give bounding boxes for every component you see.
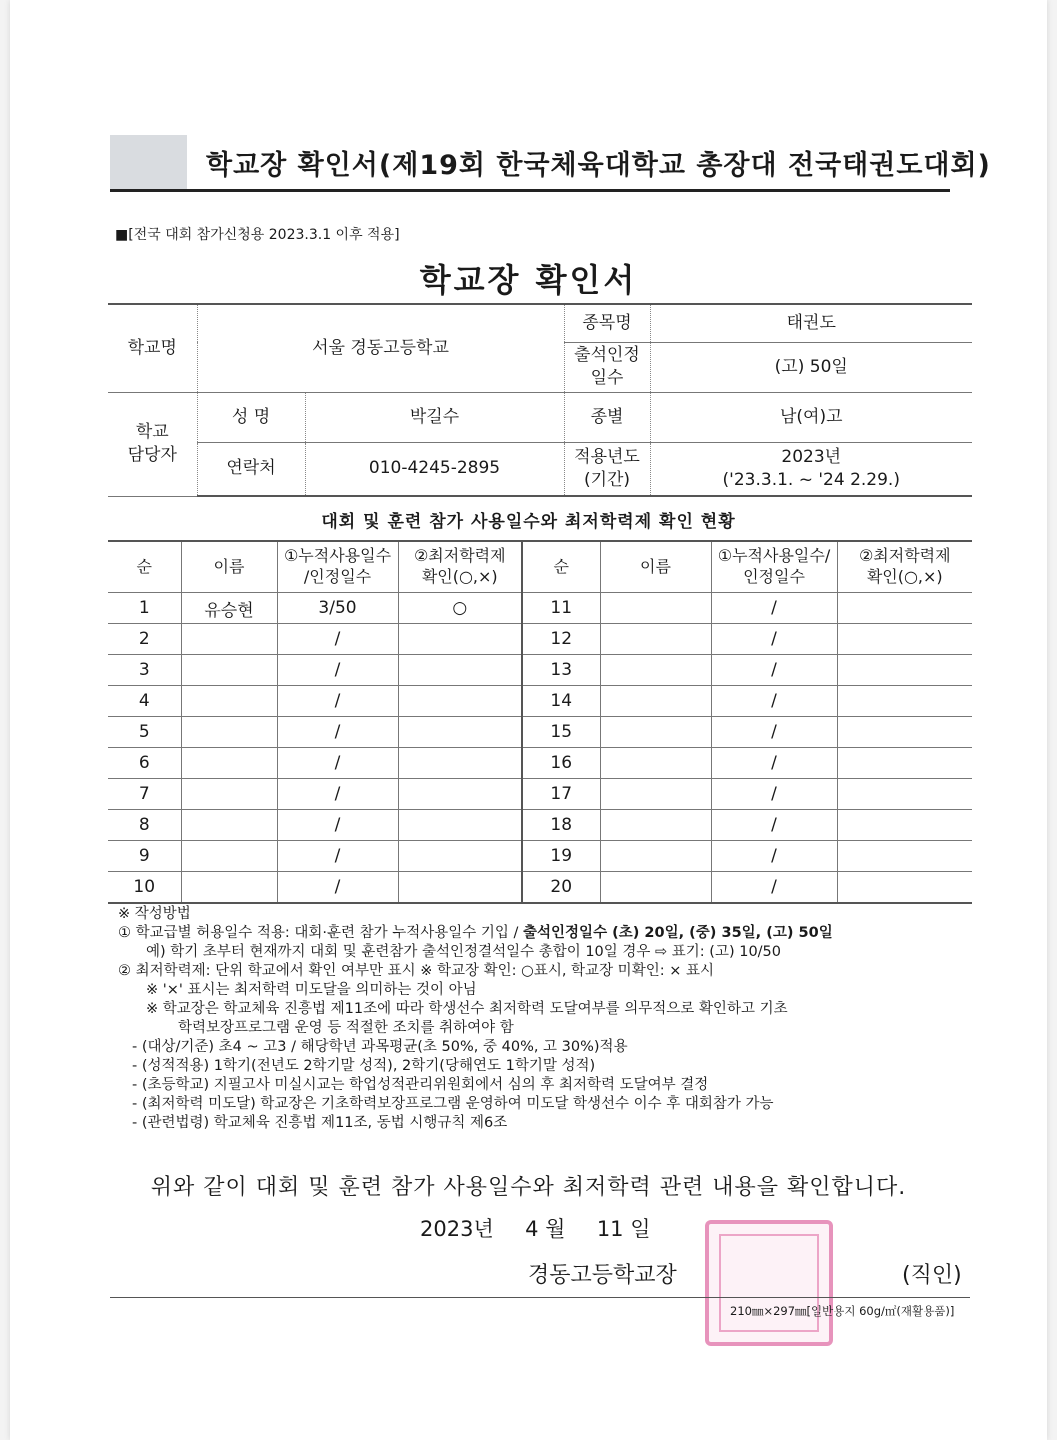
row-name-right bbox=[600, 624, 711, 655]
row-no-right: 15 bbox=[522, 717, 600, 748]
row-check-left bbox=[398, 779, 522, 810]
header-check-right: ②최저학력제 확인(○,×) bbox=[837, 541, 972, 593]
row-no-right: 14 bbox=[522, 686, 600, 717]
attendance-label: 출석인정 일수 bbox=[564, 342, 650, 392]
row-days-left: / bbox=[277, 872, 398, 904]
info-table bbox=[108, 303, 972, 497]
row-check-left bbox=[398, 655, 522, 686]
seal-label: (직인) bbox=[902, 1263, 962, 1288]
period-value: ('23.3.1. ~ '24 2.29.) bbox=[722, 469, 900, 490]
official-seal-stamp bbox=[705, 1220, 833, 1346]
row-no-left: 5 bbox=[108, 717, 181, 748]
usage-note: ■[전국 대회 참가신청용 2023.3.1 이후 적용] bbox=[115, 227, 400, 243]
table-row bbox=[108, 841, 972, 872]
row-no-left: 6 bbox=[108, 748, 181, 779]
row-no-right: 12 bbox=[522, 624, 600, 655]
row-check-left: ○ bbox=[398, 593, 522, 624]
header-name-right: 이름 bbox=[600, 541, 711, 593]
row-days-right: / bbox=[711, 624, 837, 655]
row-name-left bbox=[181, 841, 277, 872]
header-gray-block bbox=[110, 135, 187, 190]
header-no-left: 순 bbox=[108, 541, 181, 593]
header-name-left: 이름 bbox=[181, 541, 277, 593]
instruction-4: ※ 학교장은 학교체육 진흥법 제11조에 따라 학생선수 최저학력 도달여부를 의무적으로 확인하고 기초 bbox=[146, 1001, 788, 1017]
year-cell bbox=[650, 442, 972, 496]
instructions bbox=[118, 905, 998, 1133]
row-days-right: / bbox=[711, 655, 837, 686]
row-days-left: / bbox=[277, 841, 398, 872]
row-check-right bbox=[837, 655, 972, 686]
table-row bbox=[108, 655, 972, 686]
row-days-left: / bbox=[277, 686, 398, 717]
table-row bbox=[108, 686, 972, 717]
detail-3: - (초등학교) 지필고사 미실시교는 학업성적관리위원회에서 심의 후 최저학력 도달여부 결정 bbox=[132, 1077, 709, 1093]
detail-1: - (대상/기준) 초4 ~ 고3 / 해당학년 과목평균(초 50%, 중 40%, 고 30%)적용 bbox=[132, 1039, 628, 1055]
event-label: 종목명 bbox=[564, 304, 650, 342]
row-no-left: 2 bbox=[108, 624, 181, 655]
paper-spec: 210㎜×297㎜[일반용지 60g/㎡(재활용품)] bbox=[730, 1304, 955, 1318]
row-check-right bbox=[837, 841, 972, 872]
row-check-left bbox=[398, 841, 522, 872]
category-value: 남(여)고 bbox=[650, 392, 972, 442]
principal-title: 경동고등학교장 bbox=[528, 1263, 677, 1288]
row-days-left: / bbox=[277, 655, 398, 686]
row-days-left: / bbox=[277, 748, 398, 779]
row-check-right bbox=[837, 717, 972, 748]
table-row bbox=[108, 593, 972, 624]
instruction-1-example: 예) 학기 초부터 현재까지 대회 및 훈련참가 출석인정결석일수 총합이 10일 경우 ⇨ 표기: (고) 10/50 bbox=[146, 944, 782, 960]
row-no-left: 3 bbox=[108, 655, 181, 686]
row-name-left: 유승현 bbox=[181, 593, 277, 624]
row-days-left: / bbox=[277, 717, 398, 748]
row-days-right: / bbox=[711, 593, 837, 624]
footer-rule bbox=[110, 1297, 970, 1298]
row-check-right bbox=[837, 624, 972, 655]
row-name-right bbox=[600, 841, 711, 872]
row-no-right: 19 bbox=[522, 841, 600, 872]
manager-name-value: 박길수 bbox=[305, 392, 564, 442]
table-row bbox=[108, 810, 972, 841]
row-check-left bbox=[398, 872, 522, 904]
school-name-value: 서울 경동고등학교 bbox=[197, 304, 564, 392]
document-title: 학교장 확인서 bbox=[419, 261, 638, 299]
date-day: 11 일 bbox=[596, 1217, 651, 1241]
row-no-left: 4 bbox=[108, 686, 181, 717]
instruction-1 bbox=[118, 924, 998, 943]
detail-5: - (관련법령) 학교체육 진흥법 제11조, 동법 시행규칙 제6조 bbox=[132, 1115, 508, 1131]
row-no-right: 13 bbox=[522, 655, 600, 686]
row-days-right: / bbox=[711, 686, 837, 717]
row-name-left bbox=[181, 717, 277, 748]
attendance-value: (고) 50일 bbox=[650, 342, 972, 392]
row-check-left bbox=[398, 810, 522, 841]
row-days-left: / bbox=[277, 624, 398, 655]
table-row bbox=[108, 779, 972, 810]
row-no-left: 9 bbox=[108, 841, 181, 872]
section-caption: 대회 및 훈련 참가 사용일수와 최저학력제 확인 현황 bbox=[321, 512, 736, 532]
row-name-right bbox=[600, 872, 711, 904]
row-days-left: / bbox=[277, 810, 398, 841]
row-no-right: 11 bbox=[522, 593, 600, 624]
document-page bbox=[10, 0, 1047, 1440]
contact-label: 연락처 bbox=[197, 442, 305, 496]
row-check-right bbox=[837, 593, 972, 624]
instruction-3: ※ '×' 표시는 최저학력 미도달을 의미하는 것이 아님 bbox=[146, 982, 477, 998]
row-no-left: 10 bbox=[108, 872, 181, 904]
row-check-left bbox=[398, 686, 522, 717]
detail-2: - (성적적용) 1학기(전년도 2학기말 성적), 2학기(당해연도 1학기말 성적) bbox=[132, 1058, 596, 1074]
date-month: 4 월 bbox=[525, 1217, 566, 1241]
instruction-1-bold: 출석인정일수 (초) 20일, (중) 35일, (고) 50일 bbox=[523, 925, 833, 941]
row-no-left: 7 bbox=[108, 779, 181, 810]
row-days-right: / bbox=[711, 748, 837, 779]
row-check-right bbox=[837, 686, 972, 717]
row-days-left: 3/50 bbox=[277, 593, 398, 624]
table-row bbox=[108, 872, 972, 904]
issue-date bbox=[420, 1213, 651, 1243]
row-name-left bbox=[181, 779, 277, 810]
detail-4: - (최저학력 미도달) 학교장은 기초학력보장프로그램 운영하여 미도달 학생선수 이수 후 대회참가 가능 bbox=[132, 1096, 774, 1112]
row-no-left: 1 bbox=[108, 593, 181, 624]
instruction-4-cont: 학력보장프로그램 운영 등 적절한 조치를 취하여야 함 bbox=[178, 1020, 514, 1036]
row-check-left bbox=[398, 717, 522, 748]
row-check-left bbox=[398, 624, 522, 655]
year-label: 적용년도 (기간) bbox=[564, 442, 650, 496]
banner-title: 학교장 확인서(제19회 한국체육대학교 총장대 전국태권도대회) bbox=[206, 150, 991, 181]
year-value: 2023년 bbox=[781, 446, 842, 467]
manager-label: 학교 담당자 bbox=[108, 392, 197, 496]
table-row bbox=[108, 624, 972, 655]
header-days-left: ①누적사용일수 /인정일수 bbox=[277, 541, 398, 593]
row-name-left bbox=[181, 624, 277, 655]
header-days-right: ①누적사용일수/ 인정일수 bbox=[711, 541, 837, 593]
row-no-right: 20 bbox=[522, 872, 600, 904]
manager-name-label: 성 명 bbox=[197, 392, 305, 442]
row-name-right bbox=[600, 655, 711, 686]
row-days-right: / bbox=[711, 717, 837, 748]
row-no-right: 18 bbox=[522, 810, 600, 841]
row-name-left bbox=[181, 748, 277, 779]
header-no-right: 순 bbox=[522, 541, 600, 593]
row-no-right: 16 bbox=[522, 748, 600, 779]
row-days-left: / bbox=[277, 779, 398, 810]
row-check-right bbox=[837, 810, 972, 841]
row-no-left: 8 bbox=[108, 810, 181, 841]
header-rule bbox=[110, 189, 950, 192]
row-name-left bbox=[181, 810, 277, 841]
row-name-left bbox=[181, 655, 277, 686]
row-name-left bbox=[181, 872, 277, 904]
confirmation-statement: 위와 같이 대회 및 훈련 참가 사용일수와 최저학력 관련 내용을 확인합니다. bbox=[150, 1175, 907, 1200]
category-label: 종별 bbox=[564, 392, 650, 442]
row-no-right: 17 bbox=[522, 779, 600, 810]
row-name-right bbox=[600, 748, 711, 779]
row-name-left bbox=[181, 686, 277, 717]
row-days-right: / bbox=[711, 872, 837, 904]
header-check-left: ②최저학력제 확인(○,×) bbox=[398, 541, 522, 593]
usage-table bbox=[108, 540, 972, 904]
row-check-right bbox=[837, 872, 972, 904]
row-name-right bbox=[600, 810, 711, 841]
contact-value: 010-4245-2895 bbox=[305, 442, 564, 496]
row-days-right: / bbox=[711, 841, 837, 872]
school-name-label: 학교명 bbox=[108, 304, 197, 392]
row-name-right bbox=[600, 686, 711, 717]
row-name-right bbox=[600, 779, 711, 810]
date-year: 2023년 bbox=[420, 1217, 494, 1241]
event-value: 태권도 bbox=[650, 304, 972, 342]
row-days-right: / bbox=[711, 779, 837, 810]
table-row bbox=[108, 717, 972, 748]
row-name-right bbox=[600, 593, 711, 624]
row-check-left bbox=[398, 748, 522, 779]
row-check-right bbox=[837, 748, 972, 779]
row-days-right: / bbox=[711, 810, 837, 841]
row-check-right bbox=[837, 779, 972, 810]
table-row bbox=[108, 748, 972, 779]
instruction-2: ② 최저학력제: 단위 학교에서 확인 여부만 표시 ※ 학교장 확인: ○표시, 학교장 미확인: × 표시 bbox=[118, 963, 714, 979]
instructions-heading: ※ 작성방법 bbox=[118, 906, 191, 922]
row-name-right bbox=[600, 717, 711, 748]
instruction-1-text: ① 학교급별 허용일수 적용: 대회·훈련 참가 누적사용일수 기입 / bbox=[118, 925, 524, 941]
